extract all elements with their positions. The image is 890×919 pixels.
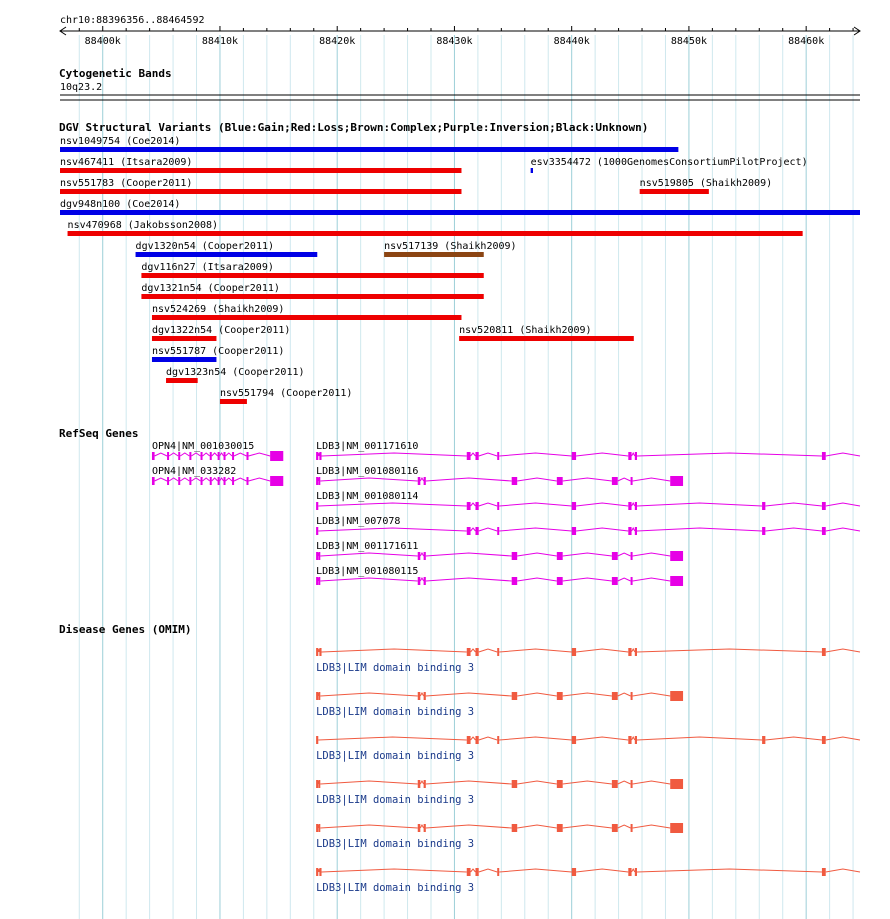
gene-label: LDB3|NM_001171611 xyxy=(316,541,419,552)
gene-exon xyxy=(475,648,478,656)
gene-exon xyxy=(497,452,499,460)
gene-exon xyxy=(628,452,631,460)
gene-exon xyxy=(762,736,765,744)
gene-exon xyxy=(467,868,471,876)
ruler-tick-label: 88400k xyxy=(84,36,121,47)
gene-exon xyxy=(316,648,318,656)
gene-intron xyxy=(318,649,860,652)
gene-exon xyxy=(218,452,220,460)
gene-exon xyxy=(631,824,633,832)
gene-exon xyxy=(497,527,499,535)
gene-exon xyxy=(557,780,563,788)
region-label: chr10:88396356..88464592 xyxy=(60,15,205,26)
gene-exon xyxy=(424,477,426,485)
variant-label: nsv1049754 (Coe2014) xyxy=(60,136,181,147)
gene-exon xyxy=(224,477,226,485)
ruler-tick-label: 88460k xyxy=(788,36,825,47)
gene-exon xyxy=(822,502,826,510)
gene-exon xyxy=(822,868,826,876)
gene-exon xyxy=(467,452,471,460)
variant-bar xyxy=(384,252,484,257)
gene-exon xyxy=(762,527,765,535)
gene-exon xyxy=(189,452,191,460)
variant-bar xyxy=(60,210,860,215)
gene-exon xyxy=(178,452,180,460)
gene-exon xyxy=(822,736,826,744)
gene-exon xyxy=(316,502,318,510)
gene-exon xyxy=(152,477,155,485)
variant-label: dgv116n27 (Itsara2009) xyxy=(141,262,274,273)
gene-exon xyxy=(218,477,220,485)
gene-exon xyxy=(497,648,499,656)
variant-bar xyxy=(531,168,533,173)
gene-intron xyxy=(155,453,271,456)
cytoband-title: Cytogenetic Bands xyxy=(59,67,172,80)
gene-exon xyxy=(467,648,471,656)
omim-track xyxy=(59,623,860,894)
gene-exon xyxy=(497,868,499,876)
omim-gene-label: LDB3|LIM domain binding 3 xyxy=(316,794,475,806)
gene-exon xyxy=(822,452,826,460)
gene-exon xyxy=(316,552,318,560)
gene-exon xyxy=(612,552,618,560)
variant-label: nsv467411 (Itsara2009) xyxy=(60,157,193,168)
variant-label: nsv520811 (Shaikh2009) xyxy=(459,325,592,336)
gene-exon xyxy=(612,780,618,788)
ruler-tick-label: 88410k xyxy=(201,36,239,47)
gene-intron xyxy=(318,737,860,740)
gene-exon xyxy=(475,736,478,744)
variant-label: nsv470968 (Jakobsson2008) xyxy=(67,220,219,231)
ruler-tick-label: 88420k xyxy=(319,36,356,47)
variant-label: nsv517139 (Shaikh2009) xyxy=(384,241,517,252)
gene-exon xyxy=(167,452,169,460)
gene-exon xyxy=(612,477,618,485)
ruler-tick-label: 88430k xyxy=(436,36,473,47)
variant-label: dgv948n100 (Coe2014) xyxy=(60,199,181,210)
gene-exon xyxy=(178,477,180,485)
gene-exon xyxy=(512,477,518,485)
variant-bar xyxy=(152,357,216,362)
variant-bar xyxy=(60,147,678,152)
variant-bar xyxy=(60,189,461,194)
gene-exon xyxy=(762,502,765,510)
omim-features xyxy=(316,648,860,894)
gene-exon xyxy=(418,780,421,788)
variant-label: esv3354472 (1000GenomesConsortiumPilotProject) xyxy=(530,157,808,168)
gene-exon xyxy=(557,477,563,485)
gene-exon xyxy=(631,692,633,700)
gene-label: OPN4|NM_001030015 xyxy=(151,441,255,452)
gene-exon xyxy=(572,648,576,656)
gene-exon xyxy=(247,477,249,485)
gene-exon xyxy=(612,692,618,700)
gene-exon xyxy=(319,868,321,876)
gene-exon xyxy=(270,476,283,486)
gene-intron xyxy=(155,478,271,481)
dgv-features xyxy=(60,136,860,404)
variant-bar xyxy=(141,273,483,278)
gene-exon xyxy=(572,868,576,876)
gene-exon xyxy=(424,577,426,585)
gene-exon xyxy=(557,692,563,700)
gene-exon xyxy=(475,868,478,876)
variant-bar xyxy=(68,231,803,236)
gene-intron xyxy=(318,528,860,531)
variant-label: nsv551783 (Cooper2011) xyxy=(60,178,193,189)
gene-exon xyxy=(631,780,633,788)
gene-exon xyxy=(635,502,637,510)
gene-exon xyxy=(224,452,226,460)
gene-exon xyxy=(822,648,826,656)
gene-exon xyxy=(201,477,203,485)
omim-gene-label: LDB3|LIM domain binding 3 xyxy=(316,838,475,850)
variant-bar xyxy=(220,399,247,404)
gene-exon xyxy=(497,502,499,510)
gene-exon xyxy=(497,736,499,744)
gene-exon xyxy=(167,477,169,485)
gene-exon xyxy=(512,692,518,700)
gene-label: LDB3|NM_001080116 xyxy=(316,466,419,477)
gene-exon xyxy=(418,824,421,832)
gene-exon xyxy=(557,824,563,832)
variant-label: nsv519805 (Shaikh2009) xyxy=(639,178,773,189)
variant-bar xyxy=(141,294,483,299)
gene-exon xyxy=(512,780,518,788)
gene-exon xyxy=(635,868,637,876)
gene-exon xyxy=(572,502,576,510)
gene-exon xyxy=(475,527,478,535)
gene-exon xyxy=(635,736,637,744)
gene-exon xyxy=(210,452,212,460)
variant-label: dgv1323n54 (Cooper2011) xyxy=(166,367,305,378)
ruler-tick-label: 88450k xyxy=(670,36,707,47)
gene-exon xyxy=(418,577,421,585)
gene-exon xyxy=(316,452,318,460)
dgv-title: DGV Structural Variants (Blue:Gain;Red:Loss;Brown:Complex;Purple:Inversion;Black:Unknown) xyxy=(59,121,649,134)
gene-exon xyxy=(316,577,318,585)
gene-exon xyxy=(670,576,683,586)
gene-exon xyxy=(635,527,637,535)
gene-intron xyxy=(318,453,860,456)
gene-exon xyxy=(232,452,234,460)
gene-exon xyxy=(316,868,318,876)
gene-exon xyxy=(628,868,631,876)
gene-exon xyxy=(670,476,683,486)
gene-exon xyxy=(572,452,576,460)
omim-gene-label: LDB3|LIM domain binding 3 xyxy=(316,882,475,894)
gene-exon xyxy=(628,527,631,535)
ruler-ticks xyxy=(60,26,860,47)
refseq-title: RefSeq Genes xyxy=(59,427,139,440)
gene-intron xyxy=(318,869,860,872)
gene-exon xyxy=(270,451,283,461)
cytoband-label: 10q23.2 xyxy=(60,82,103,93)
gene-exon xyxy=(152,452,155,460)
gene-intron xyxy=(318,503,860,506)
gene-exon xyxy=(319,648,321,656)
gene-exon xyxy=(418,692,421,700)
gene-label: LDB3|NM_001171610 xyxy=(316,441,419,452)
gene-exon xyxy=(247,452,249,460)
gene-exon xyxy=(189,477,191,485)
gene-exon xyxy=(316,477,318,485)
gene-exon xyxy=(316,736,318,744)
gene-exon xyxy=(467,527,471,535)
variant-bar xyxy=(152,315,462,320)
gene-exon xyxy=(316,527,318,535)
gene-exon xyxy=(635,648,637,656)
gene-label: LDB3|NM_007078 xyxy=(316,516,401,527)
variant-label: nsv551787 (Cooper2011) xyxy=(151,346,285,357)
gene-exon xyxy=(316,692,318,700)
gene-label: LDB3|NM_001080114 xyxy=(316,491,419,502)
variant-label: nsv551794 (Cooper2011) xyxy=(219,388,353,399)
variant-bar xyxy=(459,336,634,341)
gene-exon xyxy=(628,648,631,656)
gene-exon xyxy=(475,452,478,460)
omim-title: Disease Genes (OMIM) xyxy=(59,623,192,636)
gene-exon xyxy=(318,692,320,700)
gene-exon xyxy=(232,477,234,485)
gene-exon xyxy=(316,780,318,788)
variant-label: dgv1321n54 (Cooper2011) xyxy=(141,283,280,294)
gene-exon xyxy=(512,577,518,585)
variant-label: dgv1322n54 (Cooper2011) xyxy=(151,325,291,336)
gene-exon xyxy=(424,824,426,832)
gene-exon xyxy=(512,552,518,560)
gene-exon xyxy=(467,502,471,510)
variant-label: nsv524269 (Shaikh2009) xyxy=(151,304,285,315)
variant-bar xyxy=(136,252,318,257)
gene-exon xyxy=(201,452,203,460)
gene-exon xyxy=(628,736,631,744)
cytoband-track xyxy=(59,67,860,100)
gene-exon xyxy=(467,736,471,744)
gene-exon xyxy=(612,824,618,832)
gene-exon xyxy=(572,736,576,744)
gene-exon xyxy=(670,691,683,701)
ruler-tick-label: 88440k xyxy=(553,36,590,47)
ruler-track xyxy=(60,15,860,47)
gene-exon xyxy=(318,477,320,485)
gene-exon xyxy=(424,552,426,560)
gene-exon xyxy=(318,824,320,832)
gene-exon xyxy=(670,551,683,561)
gene-exon xyxy=(319,452,321,460)
gene-exon xyxy=(631,552,633,560)
dgv-track xyxy=(59,121,860,404)
gene-exon xyxy=(318,552,320,560)
gene-exon xyxy=(475,502,478,510)
variant-bar xyxy=(166,378,198,383)
gene-exon xyxy=(512,824,518,832)
gene-exon xyxy=(635,452,637,460)
variant-bar xyxy=(152,336,216,341)
omim-gene-label: LDB3|LIM domain binding 3 xyxy=(316,750,475,762)
gene-exon xyxy=(418,477,421,485)
gene-exon xyxy=(612,577,618,585)
gene-exon xyxy=(557,577,563,585)
gene-label: LDB3|NM_001080115 xyxy=(316,566,419,577)
variant-label: dgv1320n54 (Cooper2011) xyxy=(135,241,275,252)
variant-bar xyxy=(640,189,709,194)
gene-exon xyxy=(424,780,426,788)
gene-exon xyxy=(822,527,826,535)
gene-exon xyxy=(628,502,631,510)
omim-gene-label: LDB3|LIM domain binding 3 xyxy=(316,662,475,674)
gene-exon xyxy=(670,823,683,833)
variant-bar xyxy=(60,168,461,173)
gene-label: OPN4|NM_033282 xyxy=(151,466,237,477)
gene-exon xyxy=(210,477,212,485)
gene-exon xyxy=(631,577,633,585)
omim-gene-label: LDB3|LIM domain binding 3 xyxy=(316,706,475,718)
gene-exon xyxy=(316,824,318,832)
refseq-features xyxy=(152,441,860,586)
gene-exon xyxy=(670,779,683,789)
gene-exon xyxy=(318,780,320,788)
gene-exon xyxy=(318,577,320,585)
gene-exon xyxy=(572,527,576,535)
gene-exon xyxy=(557,552,563,560)
gene-exon xyxy=(418,552,421,560)
gene-exon xyxy=(631,477,633,485)
refseq-track xyxy=(59,427,860,586)
gene-exon xyxy=(424,692,426,700)
